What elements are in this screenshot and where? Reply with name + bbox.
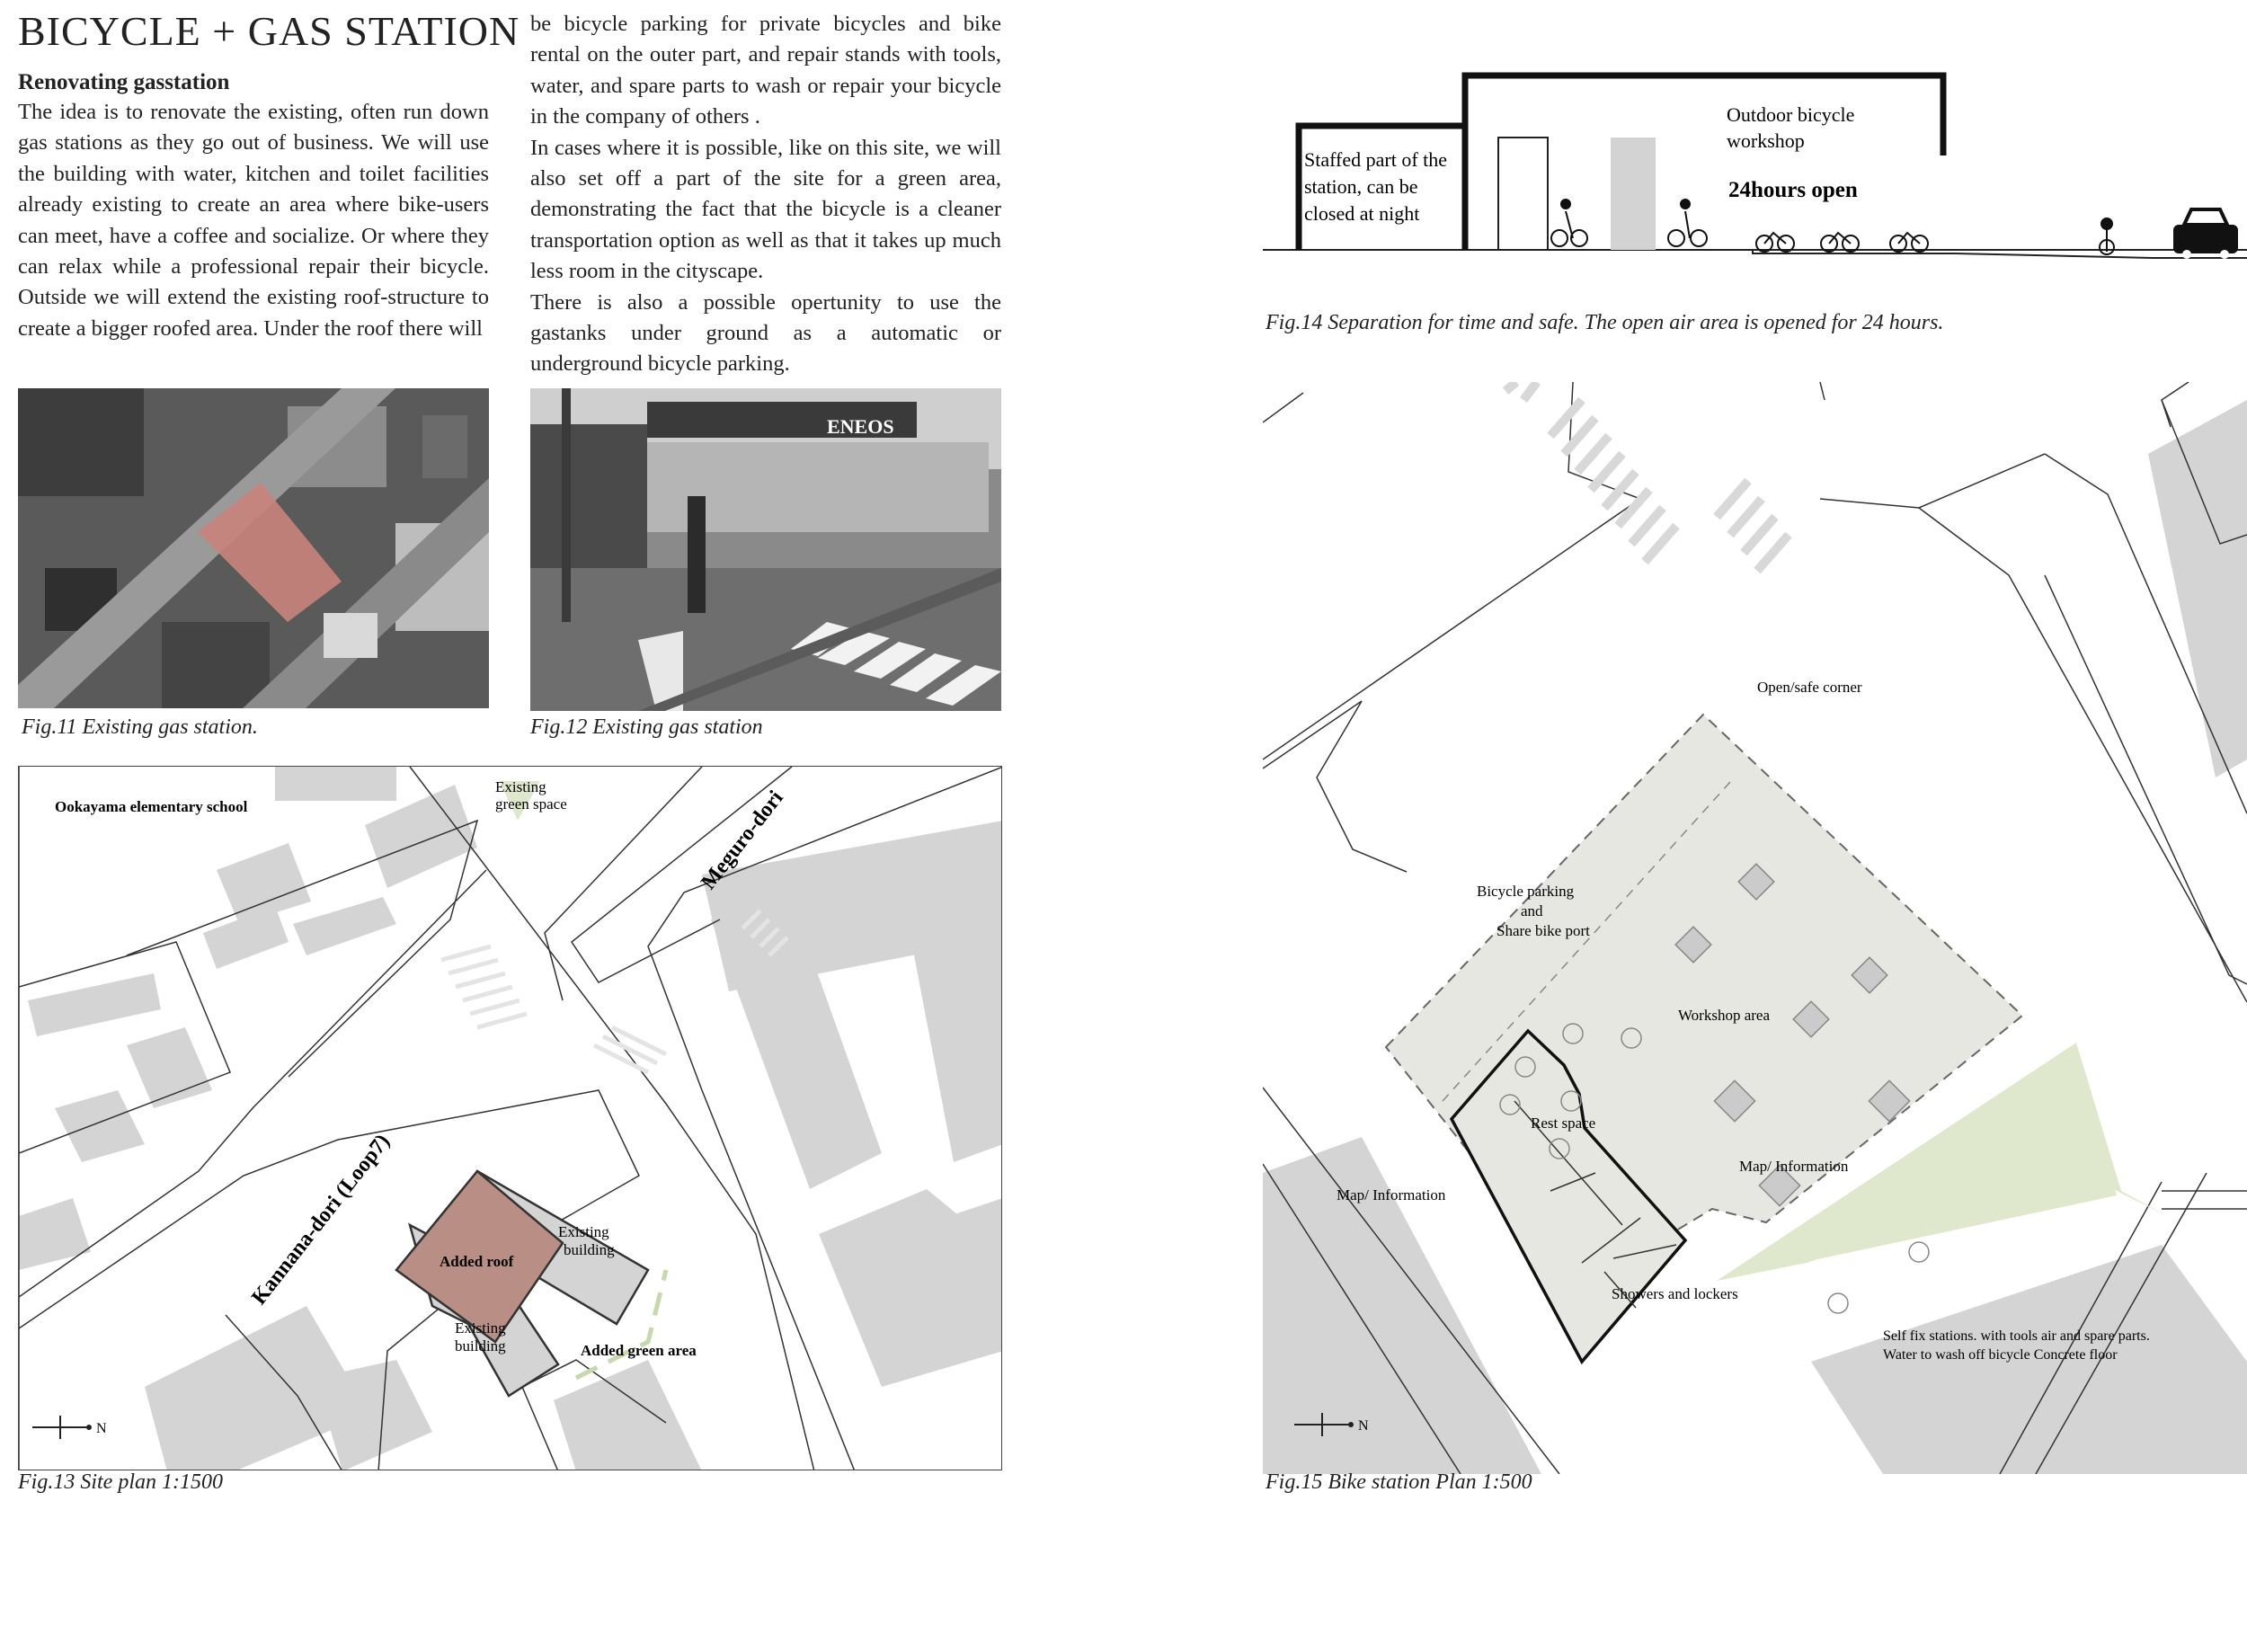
existing-building-label-line2: building — [564, 1241, 615, 1258]
bicycle-icon — [1821, 233, 1859, 252]
workshop-text-line2: workshop — [1727, 129, 1805, 152]
gas-station-sign: ENEOS — [827, 415, 894, 438]
aerial-photo-graphic — [18, 388, 489, 708]
cyclist-icon — [1668, 200, 1707, 246]
map-info-label-right: Map/ Information — [1739, 1158, 1849, 1175]
paragraph: be bicycle parking for private bicycles and bike rental on the outer part, and repair stands with tools, water, and spare parts to wash or repair your bicycle in the company of others . — [530, 12, 1001, 129]
page-title: BICYCLE + GAS STATION — [18, 8, 520, 54]
staffed-text-line3: closed at night — [1304, 202, 1420, 225]
north-label: N — [96, 1421, 107, 1436]
rest-space-label: Rest space — [1531, 1115, 1596, 1132]
street-photo — [530, 388, 1001, 711]
fig15-caption: Fig.15 Bike station Plan 1:500 — [1266, 1470, 1532, 1494]
added-roof-label: Added roof — [440, 1253, 514, 1270]
body-text-column-2 — [530, 9, 1001, 380]
fig14-caption: Fig.14 Separation for time and safe. The open air area is opened for 24 hours. — [1266, 311, 1944, 334]
existing-building2-label-line2: building — [455, 1337, 506, 1354]
bike-station-plan-drawing — [1263, 382, 2247, 1474]
staffed-text-line2: station, can be — [1304, 175, 1418, 198]
fig12-caption: Fig.12 Existing gas station — [530, 715, 763, 739]
fig13-caption: Fig.13 Site plan 1:1500 — [18, 1470, 223, 1494]
paragraph: There is also a possible opertunity to use the gastanks under ground as a automatic or underground bicycle parking. — [530, 289, 1001, 377]
site-plan-drawing — [19, 767, 1002, 1470]
showers-lockers-label: Showers and lockers — [1612, 1285, 1738, 1302]
existing-building-label-line1: Existing — [558, 1223, 609, 1240]
workshop-area-label: Workshop area — [1678, 1007, 1771, 1024]
kannana-dori-label: Kannana-dori (Loop7) — [247, 1130, 395, 1310]
north-label: N — [1358, 1418, 1369, 1434]
paragraph: In cases where it is possible, like on this site, we will also set off a part of the site for a green area, demonstrating the fact that the bicycle is a cleaner transportation option as well as that it takes up much less room in the cityscape. — [530, 135, 1001, 284]
staffed-text-line1: Staffed part of the — [1304, 148, 1448, 171]
section-drawing — [1263, 67, 2247, 283]
site-plan — [18, 766, 1002, 1470]
meguro-dori-label: Meguro-dori — [697, 786, 788, 894]
self-fix-label-line2: Water to wash off bicycle Concrete floor — [1883, 1347, 2118, 1363]
school-label: Ookayama elementary school — [55, 798, 248, 815]
open-corner-label: Open/safe corner — [1757, 679, 1862, 696]
section-subtitle: Renovating gasstation — [18, 70, 230, 94]
green-space-label-line2: green space — [495, 795, 567, 813]
street-photo-graphic — [530, 388, 1001, 711]
green-space-label-line1: Existing — [495, 778, 546, 795]
body-text-column-1: The idea is to renovate the existing, often run down gas stations as they go out of business. We will use the building with water, kitchen and toilet facilities already existing to create an area where bike-users can meet, have a coffee and socialize. Or where they can relax while a professional repair their bicycle. Outside we will extend the existing roof-structure to create a bigger roofed area. Under the roof there will — [18, 100, 489, 341]
parking-label-line1: Bicycle parking — [1477, 883, 1575, 900]
parking-label-line3: Share bike port — [1497, 922, 1590, 939]
bike-station-plan — [1263, 382, 2247, 1474]
self-fix-label-line1: Self fix stations. with tools air and spare parts. — [1883, 1328, 2150, 1344]
cyclist-icon — [1551, 200, 1587, 246]
open-hours-text: 24hours open — [1728, 178, 1858, 202]
map-info-label-left: Map/ Information — [1337, 1186, 1446, 1203]
parking-label-line2: and — [1521, 902, 1543, 919]
north-arrow-icon — [32, 1416, 107, 1439]
existing-building2-label-line1: Existing — [455, 1319, 506, 1337]
aerial-photo — [18, 388, 489, 708]
fig11-caption: Fig.11 Existing gas station. — [22, 715, 258, 739]
bicycle-icon — [1890, 233, 1928, 252]
workshop-text-line1: Outdoor bicycle — [1727, 103, 1855, 126]
section-drawing-graphic — [1263, 67, 2247, 283]
bicycle-icon — [1756, 233, 1794, 252]
car-icon — [2173, 209, 2238, 259]
added-green-label: Added green area — [581, 1342, 697, 1359]
